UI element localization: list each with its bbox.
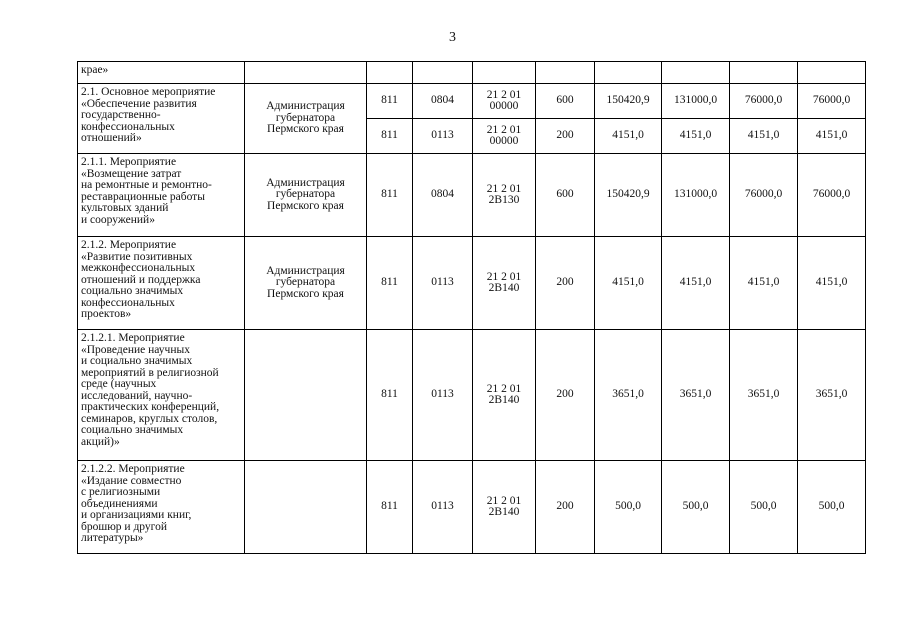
expense-type-code: 200 xyxy=(536,119,595,154)
section-code: 0804 xyxy=(413,84,473,119)
amount-year-4 xyxy=(798,62,866,84)
table-row xyxy=(78,62,866,84)
amount-year-4: 76000,0 xyxy=(798,84,866,119)
activity-name: 2.1.2.1. Мероприятие «Проведение научных и социально значимых мероприятий в религиозной среде (научных исследований, научно- практических конференций, семинаров, круглых столов, социально значимых акций)» xyxy=(78,330,245,461)
grbs-code: 811 xyxy=(367,330,413,461)
expense-type-code: 200 xyxy=(536,237,595,330)
table-row xyxy=(78,461,866,554)
target-article-code: 21 2 01 2В140 xyxy=(473,461,536,554)
administrator: Администрация губернатора Пермского края xyxy=(245,237,367,330)
amount-year-4: 76000,0 xyxy=(798,154,866,237)
grbs-code: 811 xyxy=(367,84,413,119)
page-number: 3 xyxy=(449,30,456,45)
section-code: 0113 xyxy=(413,237,473,330)
section-code xyxy=(413,62,473,84)
activity-name: 2.1. Основное мероприятие «Обеспечение развития государственно- конфессиональных отношений» xyxy=(78,84,245,154)
section-code: 0113 xyxy=(413,461,473,554)
amount-year-3: 500,0 xyxy=(730,461,798,554)
amount-year-3 xyxy=(730,62,798,84)
target-article-code: 21 2 01 00000 xyxy=(473,119,536,154)
amount-year-1: 3651,0 xyxy=(595,330,662,461)
amount-year-4: 4151,0 xyxy=(798,237,866,330)
amount-year-4: 500,0 xyxy=(798,461,866,554)
administrator xyxy=(245,330,367,461)
target-article-code: 21 2 01 00000 xyxy=(473,84,536,119)
amount-year-2: 4151,0 xyxy=(662,119,730,154)
grbs-code xyxy=(367,62,413,84)
table-row xyxy=(78,154,866,237)
amount-year-3: 3651,0 xyxy=(730,330,798,461)
amount-year-1 xyxy=(595,62,662,84)
amount-year-4: 4151,0 xyxy=(798,119,866,154)
section-code: 0113 xyxy=(413,330,473,461)
administrator: Администрация губернатора Пермского края xyxy=(245,84,367,154)
amount-year-3: 76000,0 xyxy=(730,154,798,237)
table-row xyxy=(78,237,866,330)
target-article-code: 21 2 01 2В140 xyxy=(473,237,536,330)
amount-year-1: 4151,0 xyxy=(595,119,662,154)
expense-type-code: 600 xyxy=(536,154,595,237)
amount-year-2: 131000,0 xyxy=(662,154,730,237)
administrator xyxy=(245,461,367,554)
grbs-code: 811 xyxy=(367,461,413,554)
activity-name: 2.1.2.2. Мероприятие «Издание совместно с религиозными объединениями и организациями книг, брошюр и другой литературы» xyxy=(78,461,245,554)
expense-type-code: 600 xyxy=(536,84,595,119)
grbs-code: 811 xyxy=(367,237,413,330)
amount-year-2: 131000,0 xyxy=(662,84,730,119)
expense-type-code: 200 xyxy=(536,461,595,554)
table-row xyxy=(78,84,866,119)
budget-table xyxy=(77,61,866,554)
activity-name: 2.1.2. Мероприятие «Развитие позитивных межконфессиональных отношений и поддержка социально значимых конфессиональных проектов» xyxy=(78,237,245,330)
section-code: 0804 xyxy=(413,154,473,237)
amount-year-1: 4151,0 xyxy=(595,237,662,330)
section-code: 0113 xyxy=(413,119,473,154)
target-article-code xyxy=(473,62,536,84)
grbs-code: 811 xyxy=(367,154,413,237)
amount-year-2 xyxy=(662,62,730,84)
activity-name: 2.1.1. Мероприятие «Возмещение затрат на ремонтные и ремонтно- реставрационные работы культовых зданий и сооружений» xyxy=(78,154,245,237)
amount-year-3: 4151,0 xyxy=(730,237,798,330)
target-article-code: 21 2 01 2В140 xyxy=(473,330,536,461)
expense-type-code xyxy=(536,62,595,84)
amount-year-2: 500,0 xyxy=(662,461,730,554)
amount-year-2: 4151,0 xyxy=(662,237,730,330)
table-row xyxy=(78,330,866,461)
amount-year-1: 150420,9 xyxy=(595,84,662,119)
amount-year-1: 500,0 xyxy=(595,461,662,554)
amount-year-1: 150420,9 xyxy=(595,154,662,237)
administrator xyxy=(245,62,367,84)
amount-year-2: 3651,0 xyxy=(662,330,730,461)
amount-year-3: 4151,0 xyxy=(730,119,798,154)
grbs-code: 811 xyxy=(367,119,413,154)
amount-year-4: 3651,0 xyxy=(798,330,866,461)
target-article-code: 21 2 01 2В130 xyxy=(473,154,536,237)
expense-type-code: 200 xyxy=(536,330,595,461)
administrator: Администрация губернатора Пермского края xyxy=(245,154,367,237)
amount-year-3: 76000,0 xyxy=(730,84,798,119)
activity-name: крае» xyxy=(78,62,245,84)
